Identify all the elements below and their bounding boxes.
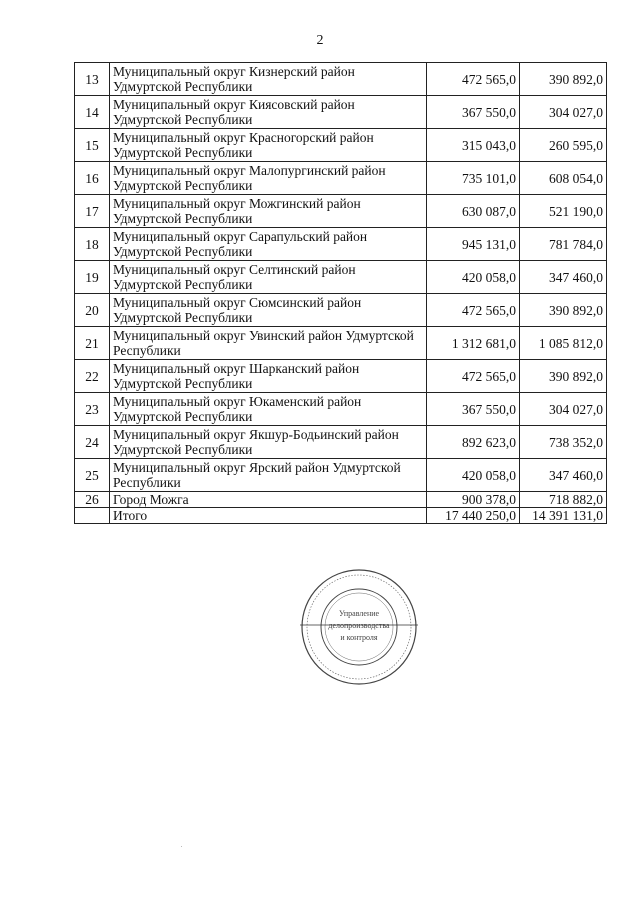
- row-number: 18: [75, 228, 110, 261]
- stamp-seal: [300, 568, 418, 686]
- row-value-1: 900 378,0: [427, 492, 520, 508]
- row-value-1: 17 440 250,0: [427, 508, 520, 524]
- row-value-2: 390 892,0: [520, 63, 607, 96]
- table-row: [75, 228, 607, 261]
- row-value-2: 718 882,0: [520, 492, 607, 508]
- row-name: Муниципальный округ Красногорский район Удмуртской Республики: [110, 129, 427, 162]
- table-body: [75, 63, 607, 524]
- row-number: 14: [75, 96, 110, 129]
- row-name: Муниципальный округ Киясовский район Удмуртской Республики: [110, 96, 427, 129]
- row-value-2: 260 595,0: [520, 129, 607, 162]
- row-value-2: 521 190,0: [520, 195, 607, 228]
- row-number: 26: [75, 492, 110, 508]
- row-number: [75, 508, 110, 524]
- row-name: Муниципальный округ Увинский район Удмуртской Республики: [110, 327, 427, 360]
- table-row: [75, 327, 607, 360]
- table-row: [75, 96, 607, 129]
- row-name: Город Можга: [110, 492, 427, 508]
- row-name: Муниципальный округ Сарапульский район Удмуртской Республики: [110, 228, 427, 261]
- page-number: 2: [316, 33, 324, 48]
- row-value-2: 390 892,0: [520, 294, 607, 327]
- row-value-1: 472 565,0: [427, 63, 520, 96]
- row-name: Муниципальный округ Сюмсинский район Удмуртской Республики: [110, 294, 427, 327]
- row-value-2: 14 391 131,0: [520, 508, 607, 524]
- row-value-2: 781 784,0: [520, 228, 607, 261]
- row-number: 15: [75, 129, 110, 162]
- row-value-2: 608 054,0: [520, 162, 607, 195]
- row-value-1: 420 058,0: [427, 261, 520, 294]
- row-name: Муниципальный округ Можгинский район Удмуртской Республики: [110, 195, 427, 228]
- row-name: Муниципальный округ Якшур-Бодьинский район Удмуртской Республики: [110, 426, 427, 459]
- stamp-line-3: и контроля: [340, 633, 378, 642]
- row-number: 13: [75, 63, 110, 96]
- row-name: Муниципальный округ Шарканский район Удмуртской Республики: [110, 360, 427, 393]
- table-row: [75, 129, 607, 162]
- table-row: [75, 426, 607, 459]
- row-number: 23: [75, 393, 110, 426]
- table-row: [75, 360, 607, 393]
- table-row: [75, 162, 607, 195]
- table-row: [75, 508, 607, 524]
- table-row: [75, 492, 607, 508]
- row-number: 22: [75, 360, 110, 393]
- row-number: 20: [75, 294, 110, 327]
- row-value-1: 367 550,0: [427, 96, 520, 129]
- row-name: Муниципальный округ Юкаменский район Удмуртской Республики: [110, 393, 427, 426]
- row-value-2: 347 460,0: [520, 459, 607, 492]
- row-number: 21: [75, 327, 110, 360]
- data-table: [74, 62, 607, 524]
- row-name: Муниципальный округ Кизнерский район Удмуртской Республики: [110, 63, 427, 96]
- row-number: 17: [75, 195, 110, 228]
- table-row: [75, 195, 607, 228]
- stamp-line-1: Управление: [338, 609, 380, 618]
- table-row: [75, 294, 607, 327]
- row-value-2: 390 892,0: [520, 360, 607, 393]
- row-number: 24: [75, 426, 110, 459]
- row-value-1: 472 565,0: [427, 360, 520, 393]
- row-value-2: 347 460,0: [520, 261, 607, 294]
- row-value-1: 945 131,0: [427, 228, 520, 261]
- scan-speck: [181, 846, 182, 847]
- row-value-1: 1 312 681,0: [427, 327, 520, 360]
- row-number: 19: [75, 261, 110, 294]
- row-number: 16: [75, 162, 110, 195]
- row-value-2: 304 027,0: [520, 96, 607, 129]
- row-value-2: 1 085 812,0: [520, 327, 607, 360]
- row-name: Муниципальный округ Селтинский район Удмуртской Республики: [110, 261, 427, 294]
- official-stamp: [300, 568, 418, 686]
- row-value-2: 738 352,0: [520, 426, 607, 459]
- row-value-1: 420 058,0: [427, 459, 520, 492]
- row-value-2: 304 027,0: [520, 393, 607, 426]
- table-row: [75, 63, 607, 96]
- row-value-1: 892 623,0: [427, 426, 520, 459]
- row-value-1: 472 565,0: [427, 294, 520, 327]
- row-value-1: 630 087,0: [427, 195, 520, 228]
- row-name: Муниципальный округ Малопургинский район Удмуртской Республики: [110, 162, 427, 195]
- table-row: [75, 459, 607, 492]
- table-row: [75, 393, 607, 426]
- row-value-1: 315 043,0: [427, 129, 520, 162]
- row-name: Муниципальный округ Ярский район Удмуртской Республики: [110, 459, 427, 492]
- row-name: Итого: [110, 508, 427, 524]
- stamp-line-2: делопроизводства: [328, 621, 390, 630]
- table-row: [75, 261, 607, 294]
- row-value-1: 367 550,0: [427, 393, 520, 426]
- row-value-1: 735 101,0: [427, 162, 520, 195]
- row-number: 25: [75, 459, 110, 492]
